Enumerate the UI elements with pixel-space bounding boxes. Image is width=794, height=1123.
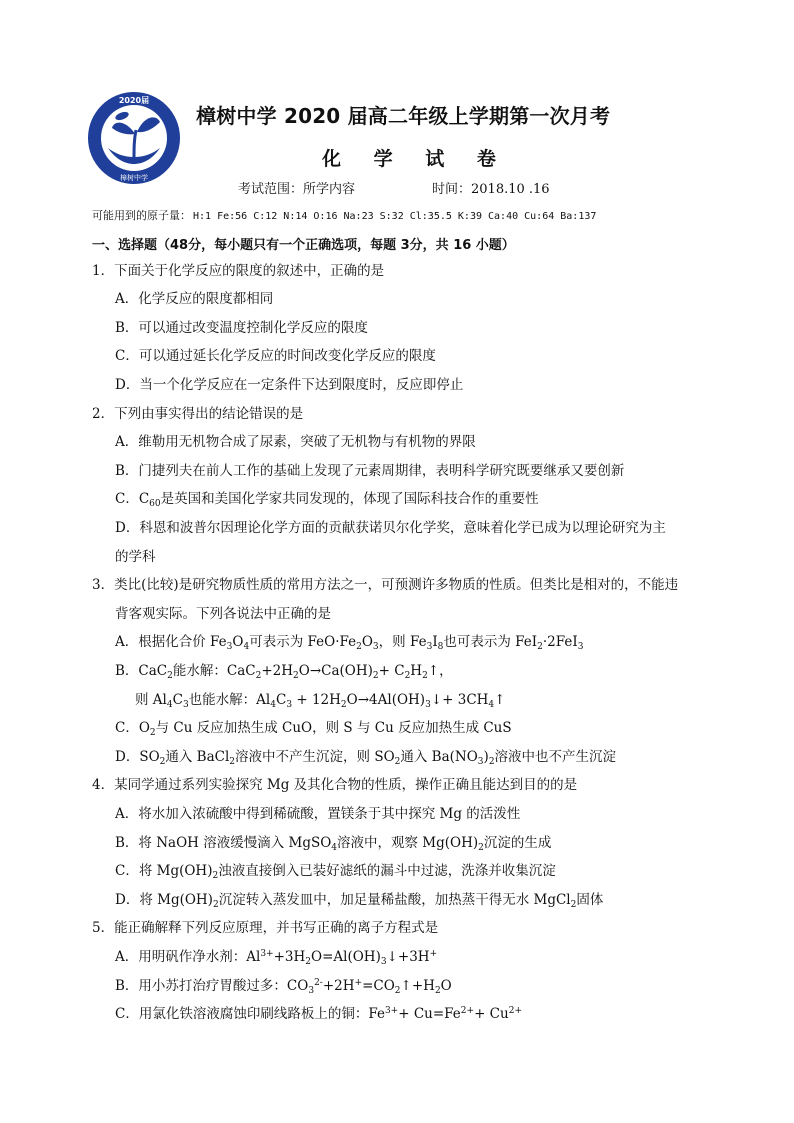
- question-3-option-c: C．$O_2$与 Cu 反应加热生成 CuO，则 S 与 Cu 反应加热生成 CuS: [115, 720, 512, 738]
- section-heading: 一、选择题（48分，每小题只有一个正确选项，每题 3分，共 16 小题）: [92, 238, 515, 253]
- question-2-option-c: C．$C_{60}$是英国和美国化学家共同发现的，体现了国际科技合作的重要性: [115, 491, 539, 509]
- question-4-option-c: C．将 $Mg(OH)_2$浊液直接倒入已装好滤纸的漏斗中过滤，洗涤并收集沉淀: [115, 863, 556, 881]
- atomic-masses: [92, 207, 596, 223]
- question-1-option-c: C．可以通过延长化学反应的时间改变化学反应的限度: [115, 348, 436, 364]
- question-1-option-b: B．可以通过改变温度控制化学反应的限度: [115, 320, 368, 336]
- question-5-stem: 5．能正确解释下列反应原理，并书写正确的离子方程式是: [92, 920, 439, 936]
- question-2-option-b: B．门捷列夫在前人工作的基础上发现了元素周期律，表明科学研究既要继承又要创新: [115, 463, 625, 479]
- exam-time: 时间：2018.10 .16: [432, 182, 550, 197]
- question-4-stem: 4．某同学通过系列实验探究 Mg 及其化合物的性质，操作正确且能达到目的的是: [92, 777, 578, 793]
- logo-school-text: 樟树中学: [120, 174, 148, 182]
- question-2-option-a: A．维勒用无机物合成了尿素，突破了无机物与有机物的界限: [115, 434, 476, 450]
- question-5-option-a: A．用明矾作净水剂：$Al^{3+}+3H_2O=Al(OH)_3↓+3H^+$: [115, 949, 438, 967]
- question-2-option-d-continued: 的学科: [115, 549, 156, 565]
- question-1-option-d: D．当一个化学反应在一定条件下达到限度时，反应即停止: [115, 377, 464, 393]
- atomic-masses-label: 可能用到的原子量：: [92, 209, 191, 222]
- question-3-option-d: D．$SO_2$通入 BaCl$_2$溶液中不产生沉淀，则 $SO_2$通入 $Ba(NO_3)_2$溶液中也不产生沉淀: [115, 749, 617, 767]
- question-5-option-c: C．用氯化铁溶液腐蚀印刷线路板上的铜：$Fe^{3+}+ Cu=Fe^{2+}+ Cu^{2+}$: [115, 1006, 522, 1022]
- question-4-option-b: B．将 NaOH 溶液缓慢滴入 MgSO$_4$溶液中，观察 $Mg(OH)_2$沉淀的生成: [115, 835, 552, 853]
- question-1-option-a: A．化学反应的限度都相同: [115, 291, 274, 307]
- exam-title: 樟树中学 2020 届高二年级上学期第一次月考: [196, 104, 611, 128]
- question-4-option-a: A．将水加入浓硫酸中得到稀硫酸，置镁条于其中探究 Mg 的活泼性: [115, 806, 521, 822]
- question-2-option-d: D．科恩和波普尔因理论化学方面的贡献获诺贝尔化学奖，意味着化学已成为以理论研究为主: [115, 520, 666, 536]
- exam-subtitle: 化 学 试 卷: [322, 148, 502, 170]
- question-3-stem-continued: 背客观实际。下列各说法中正确的是: [115, 606, 331, 622]
- school-logo: [86, 90, 182, 186]
- question-3-stem: 3．类比(比较)是研究物质性质的常用方法之一，可预测许多物质的性质。但类比是相对的，不能违: [92, 577, 679, 593]
- question-3-option-b-continued: 则 $Al_4C_3$也能水解：$Al_4C_3$ + $12H_2O\to 4Al(OH)_3↓+$ $3CH_4↑$: [135, 692, 506, 710]
- question-2-stem: 2．下列由事实得出的结论错误的是: [92, 406, 304, 422]
- exam-scope: 考试范围：所学内容: [238, 182, 356, 197]
- question-3-option-b: B．CaC$_2$能水解：$CaC_2+2H_2O\to Ca(OH)_2+$ $C_2H_2↑$，: [115, 663, 453, 681]
- question-1-stem: 1．下面关于化学反应的限度的叙述中，正确的是: [92, 263, 385, 279]
- question-5-option-b: B．用小苏打治疗胃酸过多：$CO_3^{2-}+2H^+=CO_2↑+H_2O$: [115, 978, 452, 996]
- question-3-option-a: A．根据化合价 $Fe_3O_4$可表示为 $FeO\cdot Fe_2O_3$，则 $Fe_3I_8$也可表示为 FeI$_2$·2FeI$_3$: [115, 634, 584, 652]
- question-4-option-d: D．将 $Mg(OH)_2$沉淀转入蒸发皿中，加足量稀盐酸，加热蒸干得无水 MgCl$_2$固体: [115, 892, 604, 910]
- logo-year-text: 2020届: [118, 96, 150, 105]
- atomic-masses-values: H:1 Fe:56 C:12 N:14 O:16 Na:23 S:32 Cl:35.5 K:39 Ca:40 Cu:64 Ba:137: [193, 211, 597, 222]
